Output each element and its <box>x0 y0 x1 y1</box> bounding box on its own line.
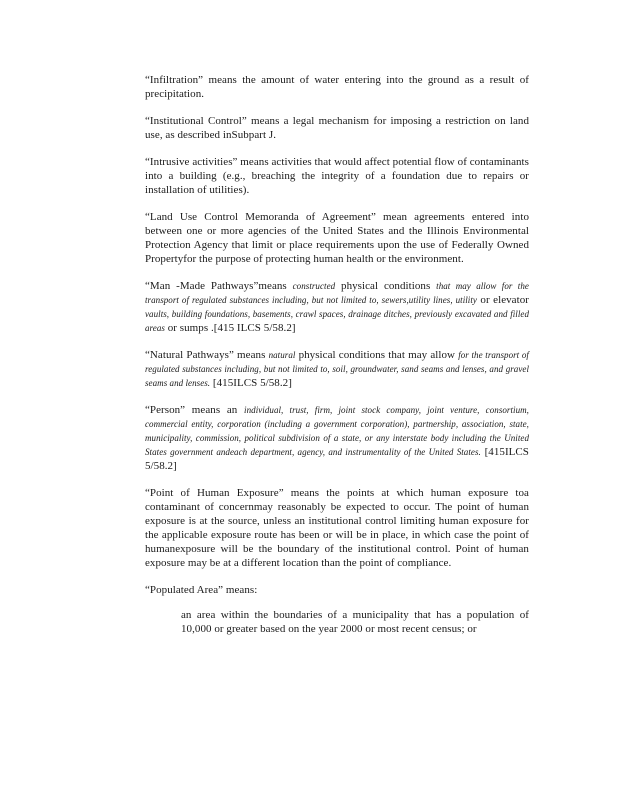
definition-fragment: physical conditions <box>341 280 431 292</box>
definition-populated-area: “Populated Area” means: <box>145 584 258 596</box>
citation: [415ILCS 5/58.2] <box>212 377 292 389</box>
definition-land-use-control-moa: “Land Use Control Memoranda of Agreement” mean agreements entered into between one or more agencies of the United States and the Illinois Environmental Protection Agency that limit or place requirements upon the use of Federally Owned Propertyfor the purpose of protecting human health or the environment. <box>145 211 529 265</box>
term-lead: “Person” means an <box>145 404 238 416</box>
definition-intrusive-activities: “Intrusive activities” means activities that would affect potential flow of contaminants into a building (e.g., breaching the integrity of a foundation due to repairs or installation of utilities). <box>145 156 529 196</box>
citation: [415ILCS 5/58.2] <box>145 446 529 472</box>
term-lead: “Man -Made Pathways”means <box>145 280 287 292</box>
definition-man-made-pathways <box>145 279 529 335</box>
citation: or sumps .[415 ILCS 5/58.2] <box>167 322 296 334</box>
definition-fragment: for the transport of regulated substances including, but not limited to, soil, groundwater, sand seams and lenses, and gravel seams and lenses. <box>145 350 529 388</box>
definition-fragment: natural <box>268 350 296 360</box>
term-lead: “Natural Pathways” means <box>145 349 266 361</box>
definition-fragment: that may allow for the transport of regulated substances including, but not limited to, sewers,utility lines, utility <box>145 281 529 305</box>
definition-fragment: constructed <box>292 281 336 291</box>
definition-person <box>145 403 529 473</box>
definition-fragment: or elevator <box>480 294 529 306</box>
definition-institutional-control: “Institutional Control” means a legal mechanism for imposing a restriction on land use, as described inSubpart J. <box>145 115 529 141</box>
definition-fragment: physical conditions that may allow <box>298 349 456 361</box>
definition-fragment: individual, trust, firm, joint stock company, joint venture, consortium, commercial entity, corporation (including a government corporation), partnership, association, state, municipality, commission, political subdivision of a state, or any interstate body including the United States government andeach department, agency, and instrumentality of the United States. <box>145 405 529 457</box>
definition-point-of-human-exposure: “Point of Human Exposure” means the points at which human exposure toa contaminant of concernmay reasonably be expected to occur. The point of human exposure is at the source, unless an institutional control limiting human exposure for the applicable exposure route has been or will be in place, in which case the point of humanexposure will be the boundary of the institutional control. Point of human exposure may be at a different location than the point of compliance. <box>145 487 529 569</box>
definition-natural-pathways <box>145 348 529 390</box>
definition-populated-area-item: an area within the boundaries of a municipality that has a population of 10,000 or greater based on the year 2000 or most recent census; or <box>181 609 529 635</box>
definition-infiltration: “Infiltration” means the amount of water entering into the ground as a result of precipitation. <box>145 74 529 100</box>
document-page <box>145 73 529 649</box>
definition-fragment: vaults, building foundations, basements, crawl spaces, drainage ditches, previously excavated and filled areas <box>145 309 529 333</box>
